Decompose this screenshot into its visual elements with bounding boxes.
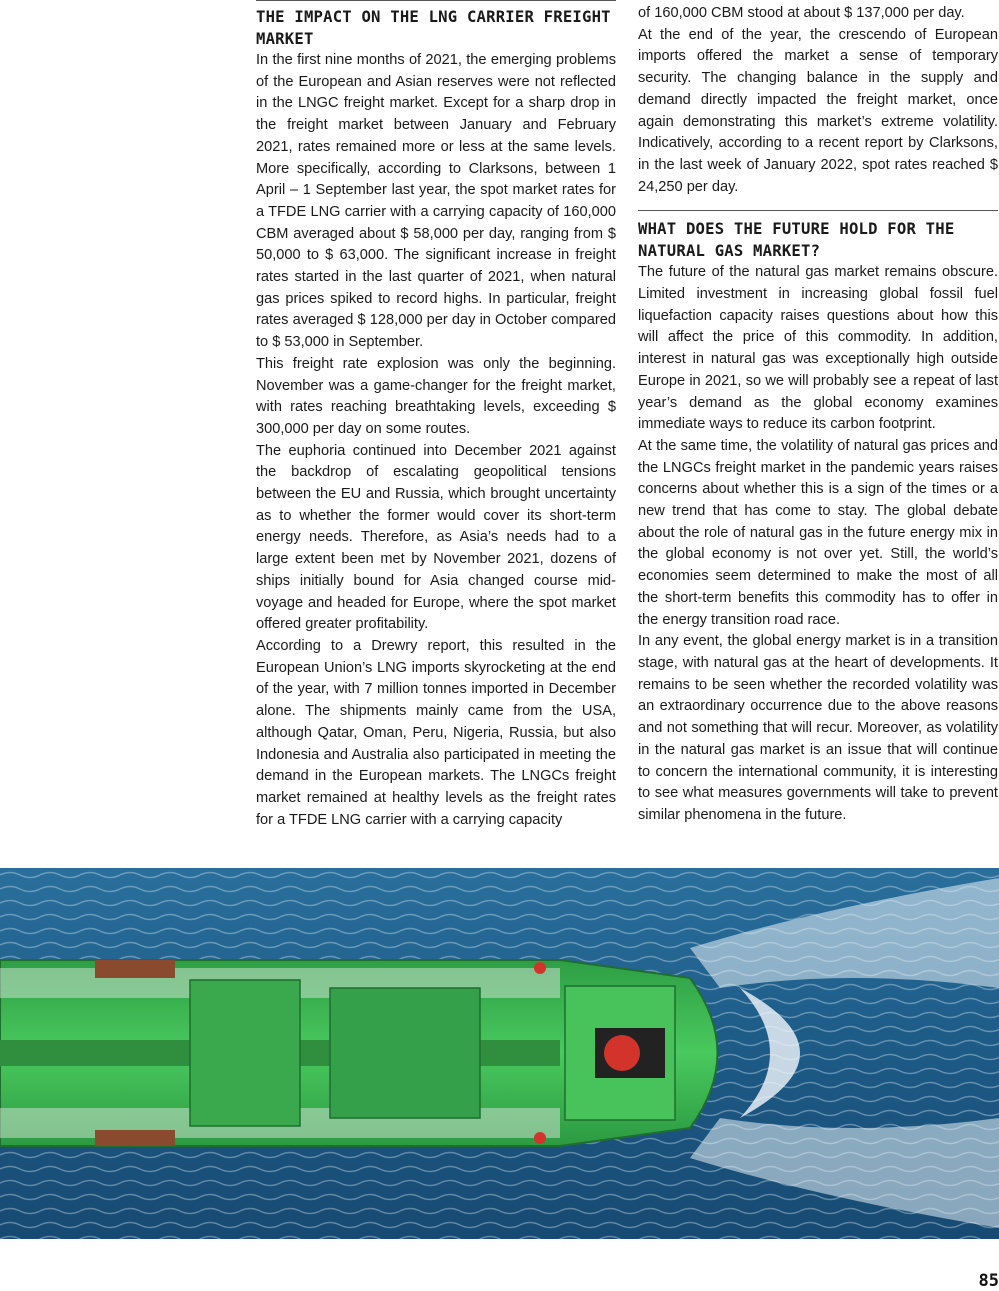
section-heading-future: WHAT DOES THE FUTURE HOLD FOR THE NATURAL GAS MARKET? xyxy=(638,220,955,260)
rust-hatch xyxy=(95,960,175,978)
body-paragraph: This freight rate explosion was only the beginning. November was a game-changer for the freight market, with rates reaching breathtaking levels, exceeding $ 300,000 per day on some routes. xyxy=(256,355,616,437)
deck-house xyxy=(330,988,480,1118)
right-column xyxy=(638,0,998,827)
section-rule xyxy=(256,0,616,1)
rust-hatch xyxy=(95,1130,175,1146)
body-paragraph: In the first nine months of 2021, the emerging problems of the European and Asian reserves were not reflected in the LNGC freight market. Except for a sharp drop in the freight market between January and February 2021, rates remained more or less at the same levels. More specifically, according to Clarksons, between 1 April – 1 September last year, the spot market rates for a TFDE LNG carrier with a carrying capacity of 160,000 CBM averaged about $ 58,000 per day, ranging from $ 50,000 to $ 63,000. The significant increase in freight rates started in the last quarter of 2021, when natural gas prices spiked to record highs. In particular, freight rates averaged $ 128,000 per day in October compared to $ 53,000 in September. xyxy=(256,52,616,351)
lng-carrier-aerial-photo xyxy=(0,868,999,1239)
deck-house xyxy=(190,980,300,1126)
section-heading-freight-market: THE IMPACT ON THE LNG CARRIER FREIGHT MARKET xyxy=(256,8,611,48)
body-paragraph: At the same time, the volatility of natural gas prices and the LNGCs freight market in the pandemic years raises concerns about whether this is a sign of the times or a new trend that has come to stay. The global debate about the role of natural gas in the future energy mix in the global economy is not over yet. Still, the world’s economies seem determined to make the most of all the short-term benefits this commodity has to offer in the energy transition road race. xyxy=(638,437,998,628)
body-paragraph: of 160,000 CBM stood at about $ 137,000 per day. xyxy=(638,5,965,21)
red-bow-marker xyxy=(604,1035,640,1071)
body-paragraph: At the end of the year, the crescendo of European imports offered the market a sense of temporary security. The changing balance in the supply and demand directly impacted the freight market, once again demonstrating this market’s extreme volatility. Indicatively, according to a recent report by Clarksons, in the last week of January 2022, spot rates reached $ 24,250 per day. xyxy=(638,26,998,195)
left-column xyxy=(256,0,616,831)
body-paragraph: In any event, the global energy market is in a transition stage, with natural gas at the heart of developments. It remains to be seen whether the recorded volatility was an extraordinary occurrence due to the above reasons and not something that will recur. Moreover, as volatility in the natural gas market is an issue that will continue to concern the international community, it is interesting to see what measures governments will take to prevent similar phenomena in the future. xyxy=(638,633,998,823)
section-rule xyxy=(638,210,998,211)
red-marker xyxy=(534,1132,546,1144)
body-paragraph: The euphoria continued into December 2021 against the backdrop of escalating geopolitical tensions between the EU and Russia, which brought uncertainty as to whether the former would cover its short-term energy needs. Therefore, as Asia’s needs had to a large extent been met by November 2021, dozens of ships initially bound for Asia changed course mid-voyage and headed for Europe, where the spot market offered greater profitability. xyxy=(256,442,616,633)
red-marker xyxy=(534,962,546,974)
body-paragraph: According to a Drewry report, this resulted in the European Union’s LNG imports skyrocketing at the end of the year, with 7 million tonnes imported in December alone. The shipments mainly came from the USA, although Qatar, Oman, Peru, Nigeria, Russia, but also Indonesia and Australia also participated in meeting the demand in the European markets. The LNGCs freight market remained at healthy levels as the freight rates for a TFDE LNG carrier with a carrying capacity xyxy=(256,637,616,828)
page-number: 85 xyxy=(978,1271,999,1291)
body-paragraph: The future of the natural gas market remains obscure. Limited investment in increasing global fossil fuel liquefaction capacity raises questions about how this will affect the price of this commodity. In addition, interest in natural gas was exceptionally high outside Europe in 2021, so we will probably see a repeat of last year’s demand as the global economy examines immediate ways to reduce its carbon footprint. xyxy=(638,264,998,433)
